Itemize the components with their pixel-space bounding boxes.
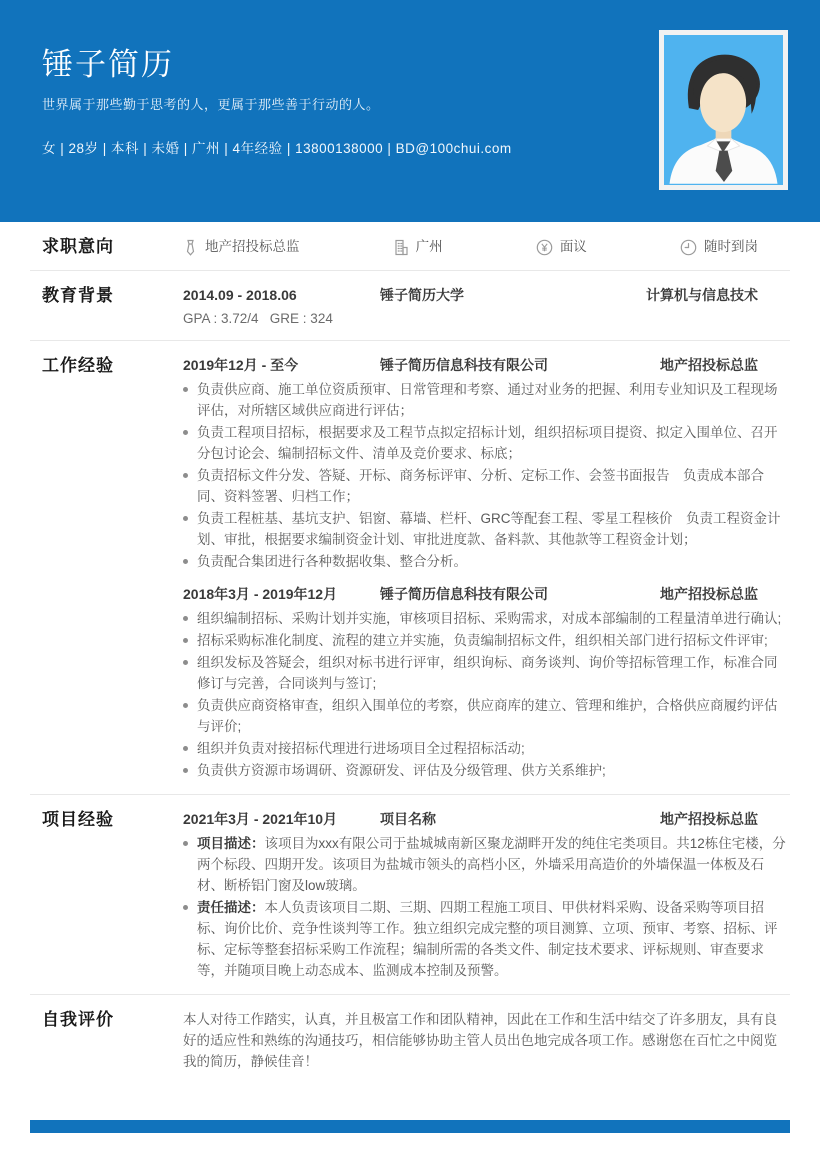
bullet-dot-icon xyxy=(183,768,188,773)
job-duty-item: 负责供方资源市场调研、资源研发、评估及分级管理、供方关系维护; xyxy=(183,760,790,781)
project-bullet-item xyxy=(183,833,790,896)
section-self-evaluation xyxy=(30,995,790,1084)
bullet-dot-icon xyxy=(183,660,188,665)
section-job-intent xyxy=(30,222,790,271)
hero-banner xyxy=(0,0,820,222)
project-name: 项目名称 xyxy=(380,811,436,827)
bullet-dot-icon xyxy=(183,473,188,478)
personal-info-line: 女 | 28岁 | 本科 | 未婚 | 广州 | 4年经验 | 13800138000 | BD@100chui.com xyxy=(42,141,512,156)
personal-slogan: 世界属于那些勤于思考的人，更属于那些善于行动的人。 xyxy=(42,97,380,112)
intent-position xyxy=(183,236,300,258)
intent-salary xyxy=(536,236,587,258)
bullet-dot-icon xyxy=(183,430,188,435)
footer-accent-bar xyxy=(30,1120,790,1133)
project-period: 2021年3月 - 2021年10月 xyxy=(183,811,338,827)
bullet-dot-icon xyxy=(183,905,188,910)
job-duty-item: 负责招标文件分发、答疑、开标、商务标评审、分析、定标工作、会签书面报告 负责成本部合同、资料签署、归档工作； xyxy=(183,465,790,507)
job-duty-item: 组织发标及答疑会，组织对标书进行评审，组织询标、商务谈判、询价等招标管理工作，标准合同修订与完善，合同谈判与签订; xyxy=(183,652,790,694)
section-title-job-intent: 求职意向 xyxy=(42,237,114,256)
job-duty-item: 负责工程项目招标，根据要求及工程节点拟定招标计划，组织招标项目提资、拟定入围单位、召开分包讨论会、编制招标文件、清单及竞价要求、标底； xyxy=(183,422,790,464)
project-bullet-item xyxy=(183,897,790,981)
intent-position-label: 地产招投标总监 xyxy=(205,239,300,254)
education-school: 锤子简历大学 xyxy=(380,287,464,303)
project-bullet-text: 本人负责该项目二期、三期、四期工程施工项目、甲供材料采购、设备采购等项目招标、询价比价、竞争性谈判等工作。独立组织完成完整的项目测算、立项、预审、考察、招标、评标、定标等整套招标采购工作流程；编制所需的各类文件、制定技术要求、评标规则、审查要求等，并随项目晚上动态成本、监测成本控制及预警。 xyxy=(197,900,778,978)
job-duty-item: 组织并负责对接招标代理进行进场项目全过程招标活动; xyxy=(183,738,790,759)
job-duty-list xyxy=(183,379,790,572)
intent-availability-label: 随时到岗 xyxy=(703,239,758,254)
section-project-experience xyxy=(30,795,790,995)
section-title-education: 教育背景 xyxy=(42,286,114,305)
job-duty-item: 负责供应商、施工单位资质预审、日常管理和考察、通过对业务的把握、利用专业知识及工程现场评估，对所辖区域供应商进行评估； xyxy=(183,379,790,421)
job-company: 锤子简历信息科技有限公司 xyxy=(380,357,548,373)
section-work-experience xyxy=(30,341,790,795)
bullet-dot-icon xyxy=(183,638,188,643)
job-position: 地产招投标总监 xyxy=(660,357,758,373)
job-intent-row xyxy=(183,236,790,258)
project-position: 地产招投标总监 xyxy=(660,811,758,827)
education-header-row xyxy=(183,285,790,305)
intent-city-label: 广州 xyxy=(415,239,443,254)
job-entry xyxy=(183,584,790,781)
resume-content xyxy=(30,222,790,1084)
bullet-dot-icon xyxy=(183,516,188,521)
job-duty-item: 招标采购标准化制度、流程的建立并实施，负责编制招标文件，组织相关部门进行招标文件评审; xyxy=(183,630,790,651)
job-duty-item: 负责供应商资格审查，组织入围单位的考察，供应商库的建立、管理和维护，合格供应商履约评估与评价; xyxy=(183,695,790,737)
bullet-dot-icon xyxy=(183,387,188,392)
project-bullet-label: 责任描述： xyxy=(197,900,265,915)
education-period: 2014.09 - 2018.06 xyxy=(183,287,297,303)
section-title-work-experience: 工作经验 xyxy=(42,356,114,375)
intent-city xyxy=(393,236,443,258)
job-entry xyxy=(183,355,790,572)
bullet-dot-icon xyxy=(183,746,188,751)
yen-circle-icon xyxy=(536,239,553,256)
clock-icon xyxy=(680,239,697,256)
job-header-row xyxy=(183,355,790,375)
job-duty-item: 负责工程桩基、基坑支护、铝窗、幕墙、栏杆、GRC等配套工程、零星工程核价 负责工程资金计划、审批，根据要求编制资金计划、审批进度款、备料款、其他款等工程资金计划； xyxy=(183,508,790,550)
project-bullet-text: 该项目为xxx有限公司于盐城城南新区聚龙湖畔开发的纯住宅类项目。共12栋住宅楼，分两个标段、四期开发。该项目为盐城市领头的高档小区，外墙采用高造价的外墙保温一体板及石材、断桥铝门窗及low玻璃。 xyxy=(197,836,786,893)
section-title-project-experience: 项目经验 xyxy=(42,810,114,829)
job-duty-item: 负责配合集团进行各种数据收集、整合分析。 xyxy=(183,551,790,572)
education-major: 计算机与信息技术 xyxy=(646,287,758,303)
project-bullet-label: 项目描述： xyxy=(197,836,265,851)
project-bullet-list xyxy=(183,833,790,981)
bullet-dot-icon xyxy=(183,841,188,846)
section-education xyxy=(30,271,790,341)
bullet-dot-icon xyxy=(183,703,188,708)
building-icon xyxy=(393,239,409,256)
job-duty-item: 组织编制招标、采购计划并实施，审核项目招标、采购需求，对成本部编制的工程量清单进行确认; xyxy=(183,608,790,629)
job-position: 地产招投标总监 xyxy=(660,586,758,602)
avatar-illustration xyxy=(664,35,783,185)
job-period: 2019年12月 - 至今 xyxy=(183,357,299,373)
avatar xyxy=(659,30,788,190)
intent-availability xyxy=(680,236,758,258)
tie-icon xyxy=(183,239,198,256)
self-evaluation-text: 本人对待工作踏实，认真，并且极富工作和团队精神，因此在工作和生活中结交了许多朋友，具有良好的适应性和熟练的沟通技巧，相信能够协助主管人员出色地完成各项工作。感谢您在百忙之中阅览我的简历，静候佳音！ xyxy=(183,1012,777,1069)
bullet-dot-icon xyxy=(183,559,188,564)
job-company: 锤子简历信息科技有限公司 xyxy=(380,586,548,602)
candidate-name: 锤子简历 xyxy=(42,47,174,82)
job-period: 2018年3月 - 2019年12月 xyxy=(183,586,338,602)
job-header-row xyxy=(183,584,790,604)
section-title-self-evaluation: 自我评价 xyxy=(42,1010,114,1029)
intent-salary-label: 面议 xyxy=(559,239,587,254)
project-header-row xyxy=(183,809,790,829)
education-scores: GPA : 3.72/4 GRE : 324 xyxy=(183,311,333,326)
bullet-dot-icon xyxy=(183,616,188,621)
job-duty-list xyxy=(183,608,790,781)
